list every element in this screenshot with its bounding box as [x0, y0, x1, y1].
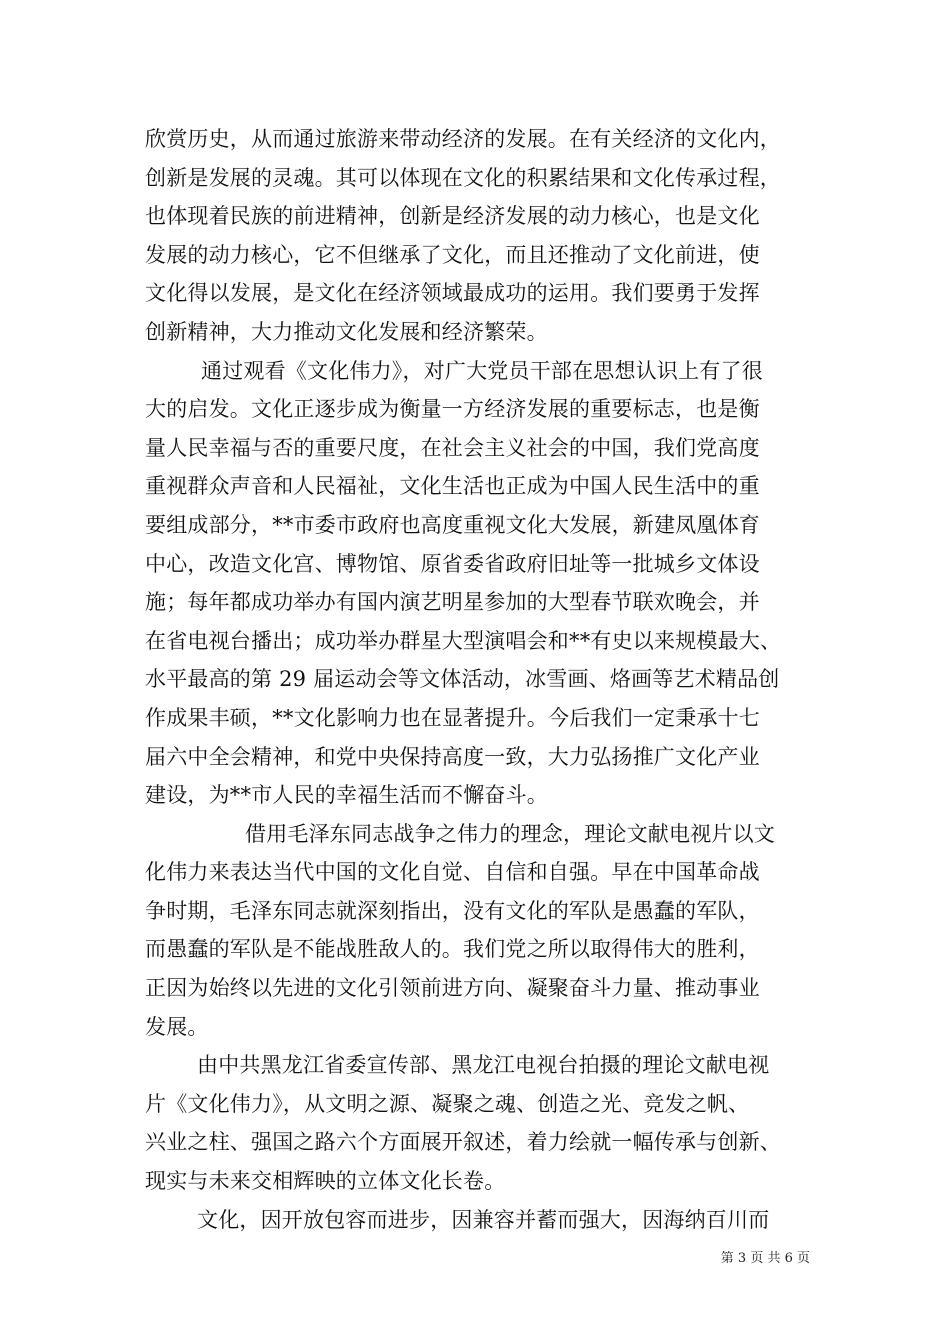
paragraph	[145, 1201, 825, 1240]
text-line: 现实与未来交相辉映的立体文化长卷。	[145, 1169, 506, 1194]
text-line: 创新精神，大力推动文化发展和经济繁荣。	[145, 319, 548, 344]
paragraph	[145, 120, 825, 352]
text-line: 也体现着民族的前进精神，创新是经济发展的动力核心，也是文化	[145, 204, 760, 229]
paragraph	[145, 352, 825, 815]
text-line: 创新是发展的灵魂。其可以体现在文化的积累结果和文化传承过程，	[145, 165, 781, 190]
text-line: 片《文化伟力》，从文明之源、凝聚之魂、创造之光、竞发之帆、	[145, 1091, 750, 1116]
text-line: 大的启发。文化正逐步成为衡量一方经济发展的重要标志，也是衡	[145, 397, 760, 422]
paragraph	[145, 1046, 825, 1200]
text-line: 而愚蠢的军队是不能战胜敌人的。我们党之所以取得伟大的胜利，	[145, 937, 760, 962]
paragraph	[145, 815, 825, 1047]
text-line: 建设，为**市人民的幸福生活而不懈奋斗。	[145, 783, 548, 808]
text-line: 重视群众声音和人民福祉，文化生活也正成为中国人民生活中的重	[145, 474, 760, 499]
text-line: 届六中全会精神，和党中央保持高度一致，大力弘扬推广文化产业	[145, 744, 760, 769]
text-line: 在省电视台播出；成功举办群星大型演唱会和**有史以来规模最大、	[145, 628, 782, 653]
text-line: 由中共黑龙江省委宣传部、黑龙江电视台拍摄的理论文献电视	[197, 1053, 770, 1078]
text-line: 水平最高的第 29 届运动会等文体活动，冰雪画、烙画等艺术精品创	[145, 667, 780, 692]
text-line: 借用毛泽东同志战争之伟力的理念，理论文献电视片以文	[245, 821, 775, 846]
text-line: 欣赏历史，从而通过旅游来带动经济的发展。在有关经济的文化内，	[145, 127, 781, 151]
text-line: 正因为始终以先进的文化引领前进方向、凝聚奋斗力量、推动事业	[145, 976, 760, 1001]
text-line: 通过观看《文化伟力》，对广大党员干部在思想认识上有了很	[201, 358, 763, 383]
text-line: 要组成部分，**市委市政府也高度重视文化大发展，新建凤凰体育	[145, 512, 760, 537]
text-line: 文化，因开放包容而进步，因兼容并蓄而强大，因海纳百川而	[197, 1207, 770, 1232]
text-line: 发展。	[145, 1014, 209, 1039]
text-line: 作成果丰硕，**文化影响力也在显著提升。今后我们一定秉承十七	[145, 705, 760, 730]
text-line: 施；每年都成功举办有国内演艺明星参加的大型春节联欢晚会，并	[145, 590, 760, 615]
page-number-footer: 第 3 页 共 6 页	[720, 1251, 810, 1266]
text-line: 文化得以发展，是文化在经济领域最成功的运用。我们要勇于发挥	[145, 281, 760, 306]
text-line: 争时期，毛泽东同志就深刻指出，没有文化的军队是愚蠢的军队，	[145, 898, 760, 923]
text-line: 兴业之柱、强国之路六个方面展开叙述，着力绘就一幅传承与创新、	[145, 1130, 781, 1155]
document-body	[145, 120, 825, 1239]
text-line: 量人民幸福与否的重要尺度，在社会主义社会的中国，我们党高度	[145, 435, 760, 460]
text-line: 发展的动力核心，它不但继承了文化，而且还推动了文化前进，使	[145, 242, 760, 267]
text-line: 中心，改造文化宫、博物馆、原省委省政府旧址等一批城乡文体设	[145, 551, 760, 576]
text-line: 化伟力来表达当代中国的文化自觉、自信和自强。早在中国革命战	[145, 860, 760, 885]
